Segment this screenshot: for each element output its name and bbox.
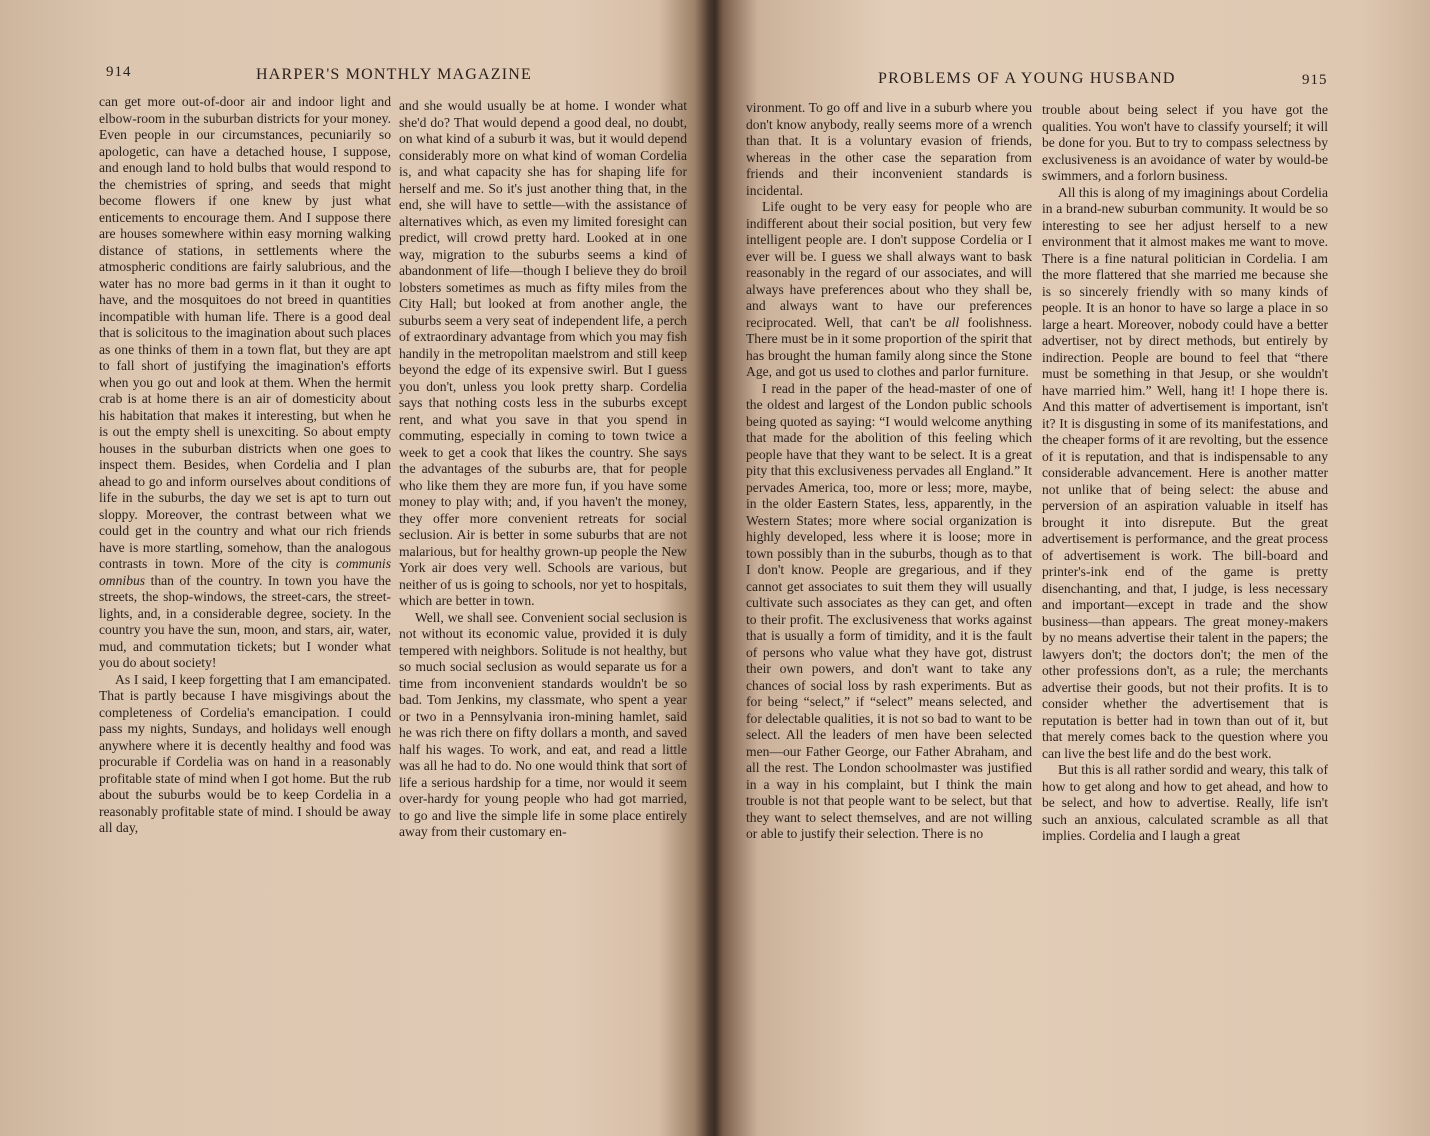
paragraph: I read in the paper of the head-master of one of the oldest and largest of the London public schools being quoted as saying: “I would welcome anything that made for the abolition of this feeling which people have that they want to be select. It is a great pity that this exclusiveness pervades all England.” It pervades America, too, more or less; more, maybe, in the older Eastern States, less, apparently, in the Western States; more where social organization is highly developed, less where it is loose; more in town possibly than in the suburbs, though as to that I don't know. People are gregarious, and if they cannot get associates to suit them they will usually cultivate such associates as they can get, and often to their profit. The exclusiveness that works against that is usually a form of timidity, and it is the fault of persons who value what they have got, distrust their own powers, and don't want to take any chances of social loss by rash experiments. But as for being “select,” if “select” means selected, and for delectable qualities, it is not so bad to want to be select. All the leaders of men have been selected men—our Father George, our Father Abraham, and all the rest. The London schoolmaster was justified in a way in his complaint, but I think the main trouble is not that people want to be select, but that they want to select themselves, and are not willing or able to justify their selection. There is no	[746, 380, 1032, 841]
right-running-head	[712, 60, 1430, 90]
paragraph: can get more out-of-door air and indoor light and elbow-room in the suburban districts for your money. Even people in our circumstances, pecuniarily so apologetic, can have a detached house, I suppose, and enough land to hold bulbs that would respond to the chemistries of spring, and seeds that might become flowers if one knew by just what enticements to encourage them. And I suppose there are houses somewhere within easy morning walking distance of stations, in settlements where the atmospheric conditions are fairly salubrious, and the water has no more bad germs in it than it ought to have, and the mosquitoes do not breed in quantities incompatible with human life. There is a good deal that is solicitous to the imagination about such places as one thinks of them in a town flat, but they are apt to fall short of justifying the imagination's efforts when you go out and look at them. When the hermit crab is at home there is an air of domesticity about his habitation that makes it interesting, but when he is out the empty shell is unexciting. So about empty houses in the suburban districts when one goes to inspect them. Besides, when Cordelia and I plan ahead to go and inform ourselves about conditions of life in the suburbs, the day we set is apt to turn out sloppy. Moreover, the contrast between what we could get in the country and what our rich friends have is more startling, somehow, than the analogous contrasts in town. More of the city is communis omnibus than of the country. In town you have the streets, the shop-windows, the street-cars, the street-lights, and, in a considerable degree, society. In the country you have the sun, moon, and stars, air, water, mud, and commutation tickets; but I wonder what you do about society!	[99, 94, 391, 670]
paragraph: trouble about being select if you have got the qualities. You won't have to classify yourself; it will be done for you. But to try to compass selectness by exclusiveness is an avoidance of water by would-be swimmers, and a forlorn business.	[1042, 102, 1328, 183]
paragraph: and she would usually be at home. I wonder what she'd do? That would depend a good deal, no doubt, on what kind of a suburb it was, but it would depend considerably more on what kind of woman Cordelia is, and what capacity she has for shaping life for herself and me. So it's just another thing that, in the end, she will have to settle—with the assistance of alternatives which, as even my limited foresight can predict, will crowd pretty hard. Looked at in one way, migration to the suburbs seems a kind of abandonment of life—though I believe they do broil lobsters sometimes as much as fifty miles from the City Hall; but looked at from another angle, the suburbs seem a very seat of independent life, a perch of extraordinary advantage from which you may fish handily in the metropolitan maelstrom and still keep beyond the edge of its expensive swirl. But I guess you don't, unless you look pretty sharp. Cordelia says that nothing costs less in the suburbs except rent, and what you save in that you spend in commuting, especially in coming to town twice a week to get a cook that likes the country. She says the advantages of the suburbs are, that for people who like them they are more fun, if you have some money to play with; and, if you haven't the money, they offer more convenient retreats for social seclusion. Air is better in some suburbs that are not malarious, but for healthy grown-up people the New York air does very well. Schools are various, but neither of us is going to schools, nor yet to hospitals, which are better in town.	[399, 98, 687, 608]
paragraph: vironment. To go off and live in a suburb where you don't know anybody, really seems more of a wrench than that. It is a voluntary evasion of friends, whereas in the other case the separation from friends and their inconvenient standards is incidental.	[746, 100, 1032, 198]
magazine-title: HARPER'S MONTHLY MAGAZINE	[256, 66, 533, 83]
italic-word: all	[944, 314, 960, 330]
italic-phrase: communis omnibus	[99, 556, 391, 588]
left-page	[0, 0, 712, 1136]
article-title: PROBLEMS OF A YOUNG HUSBAND	[878, 70, 1176, 87]
paragraph: Life ought to be very easy for people who are indifferent about their social position, but very few intelligent people are. I don't suppose Cordelia or I ever will be. I guess we shall always want to bask reasonably in the regard of our associates, and will always have preferences about who they shall be, and always want to have our preferences reciprocated. Well, that can't be all foolishness. There must be in it some proportion of the spirit that has brought the human family along since the Stone Age, and got us used to clothes and parlor furniture.	[746, 199, 1033, 379]
left-column-2	[399, 98, 687, 841]
page-number-right: 915	[1302, 72, 1328, 88]
paragraph: But this is all rather sordid and weary, this talk of how to get along and how to get ahead, and how to be select, and how to advertise. Really, life isn't such an anxious, calculated scramble as all that implies. Cordelia and I laugh a great	[1042, 762, 1328, 843]
page-number-left: 914	[106, 64, 132, 80]
paragraph: Well, we shall see. Convenient social seclusion is not without its economic value, provided it is duly tempered with neighbors. Solitude is not healthy, but so much social seclusion as would separate us for a time from inconvenient standards wouldn't be so bad. Tom Jenkins, my classmate, who spent a year or two in a Pennsylvania iron-mining hamlet, said he was rich there on fifty dollars a month, and saved half his wages. To work, and eat, and read a little was all he had to do. No one would think that sort of life a serious hardship for a time, nor would it seem over-hardy for young people who had got married, to go and live the simple life in some place entirely away from their customary en-	[399, 609, 687, 839]
right-column-2	[1042, 102, 1328, 845]
right-page	[712, 0, 1430, 1136]
right-column-1	[746, 100, 1032, 843]
paragraph: All this is along of my imaginings about Cordelia in a brand-new suburban community. It would be so interesting to see her adjust herself to a new environment that it almost makes me want to move. There is a fine natural politician in Cordelia. I am the more flattered that she married me because she is so sincerely friendly with so many kinds of people. It is an honor to have so large a place in so large a heart. Moreover, nobody could have a better advertiser, not by direct methods, but entirely by indirection. People are bound to feel that “there must be something in that Jesup, or she wouldn't have married him.” Well, hang it! I hope there is. And this matter of advertisement is important, isn't it? It is disgusting in some of its manifestations, and the cheaper forms of it are revolting, but the essence of it is reputation, and that is indispensable to any considerable advancement. Here is another matter not unlike that of being select: the abuse and perversion of an aspiration valuable in itself has brought it into disrepute. But the great advertisement is performance, and the great process of advertisement is work. The bill-board and printer's-ink end of the game is pretty disenchanting, and that, I judge, is less necessary and important—except in trade and the show business—than appears. The great money-makers by no means advertise their talent in the papers; the lawyers don't; the doctors don't; the men of the other professions don't, as a rule; the merchants advertise their goods, but not their profits. It is to consider whether the advertisement that is reputation is better had in town than out of it, but that merely comes back to the question where you can live the best life and do the best work.	[1042, 184, 1328, 761]
left-running-head	[0, 60, 712, 90]
left-column-1	[99, 94, 391, 837]
paragraph: As I said, I keep forgetting that I am emancipated. That is partly because I have misgivings about the completeness of Cordelia's emancipation. I could pass my nights, Sundays, and holidays well enough anywhere where it is decently healthy and food was procurable if Cordelia was on hand in a reasonably profitable state of mind when I got home. But the rub about the suburbs would be to keep Cordelia in a reasonably profitable state of mind. I should be away all day,	[99, 671, 391, 835]
